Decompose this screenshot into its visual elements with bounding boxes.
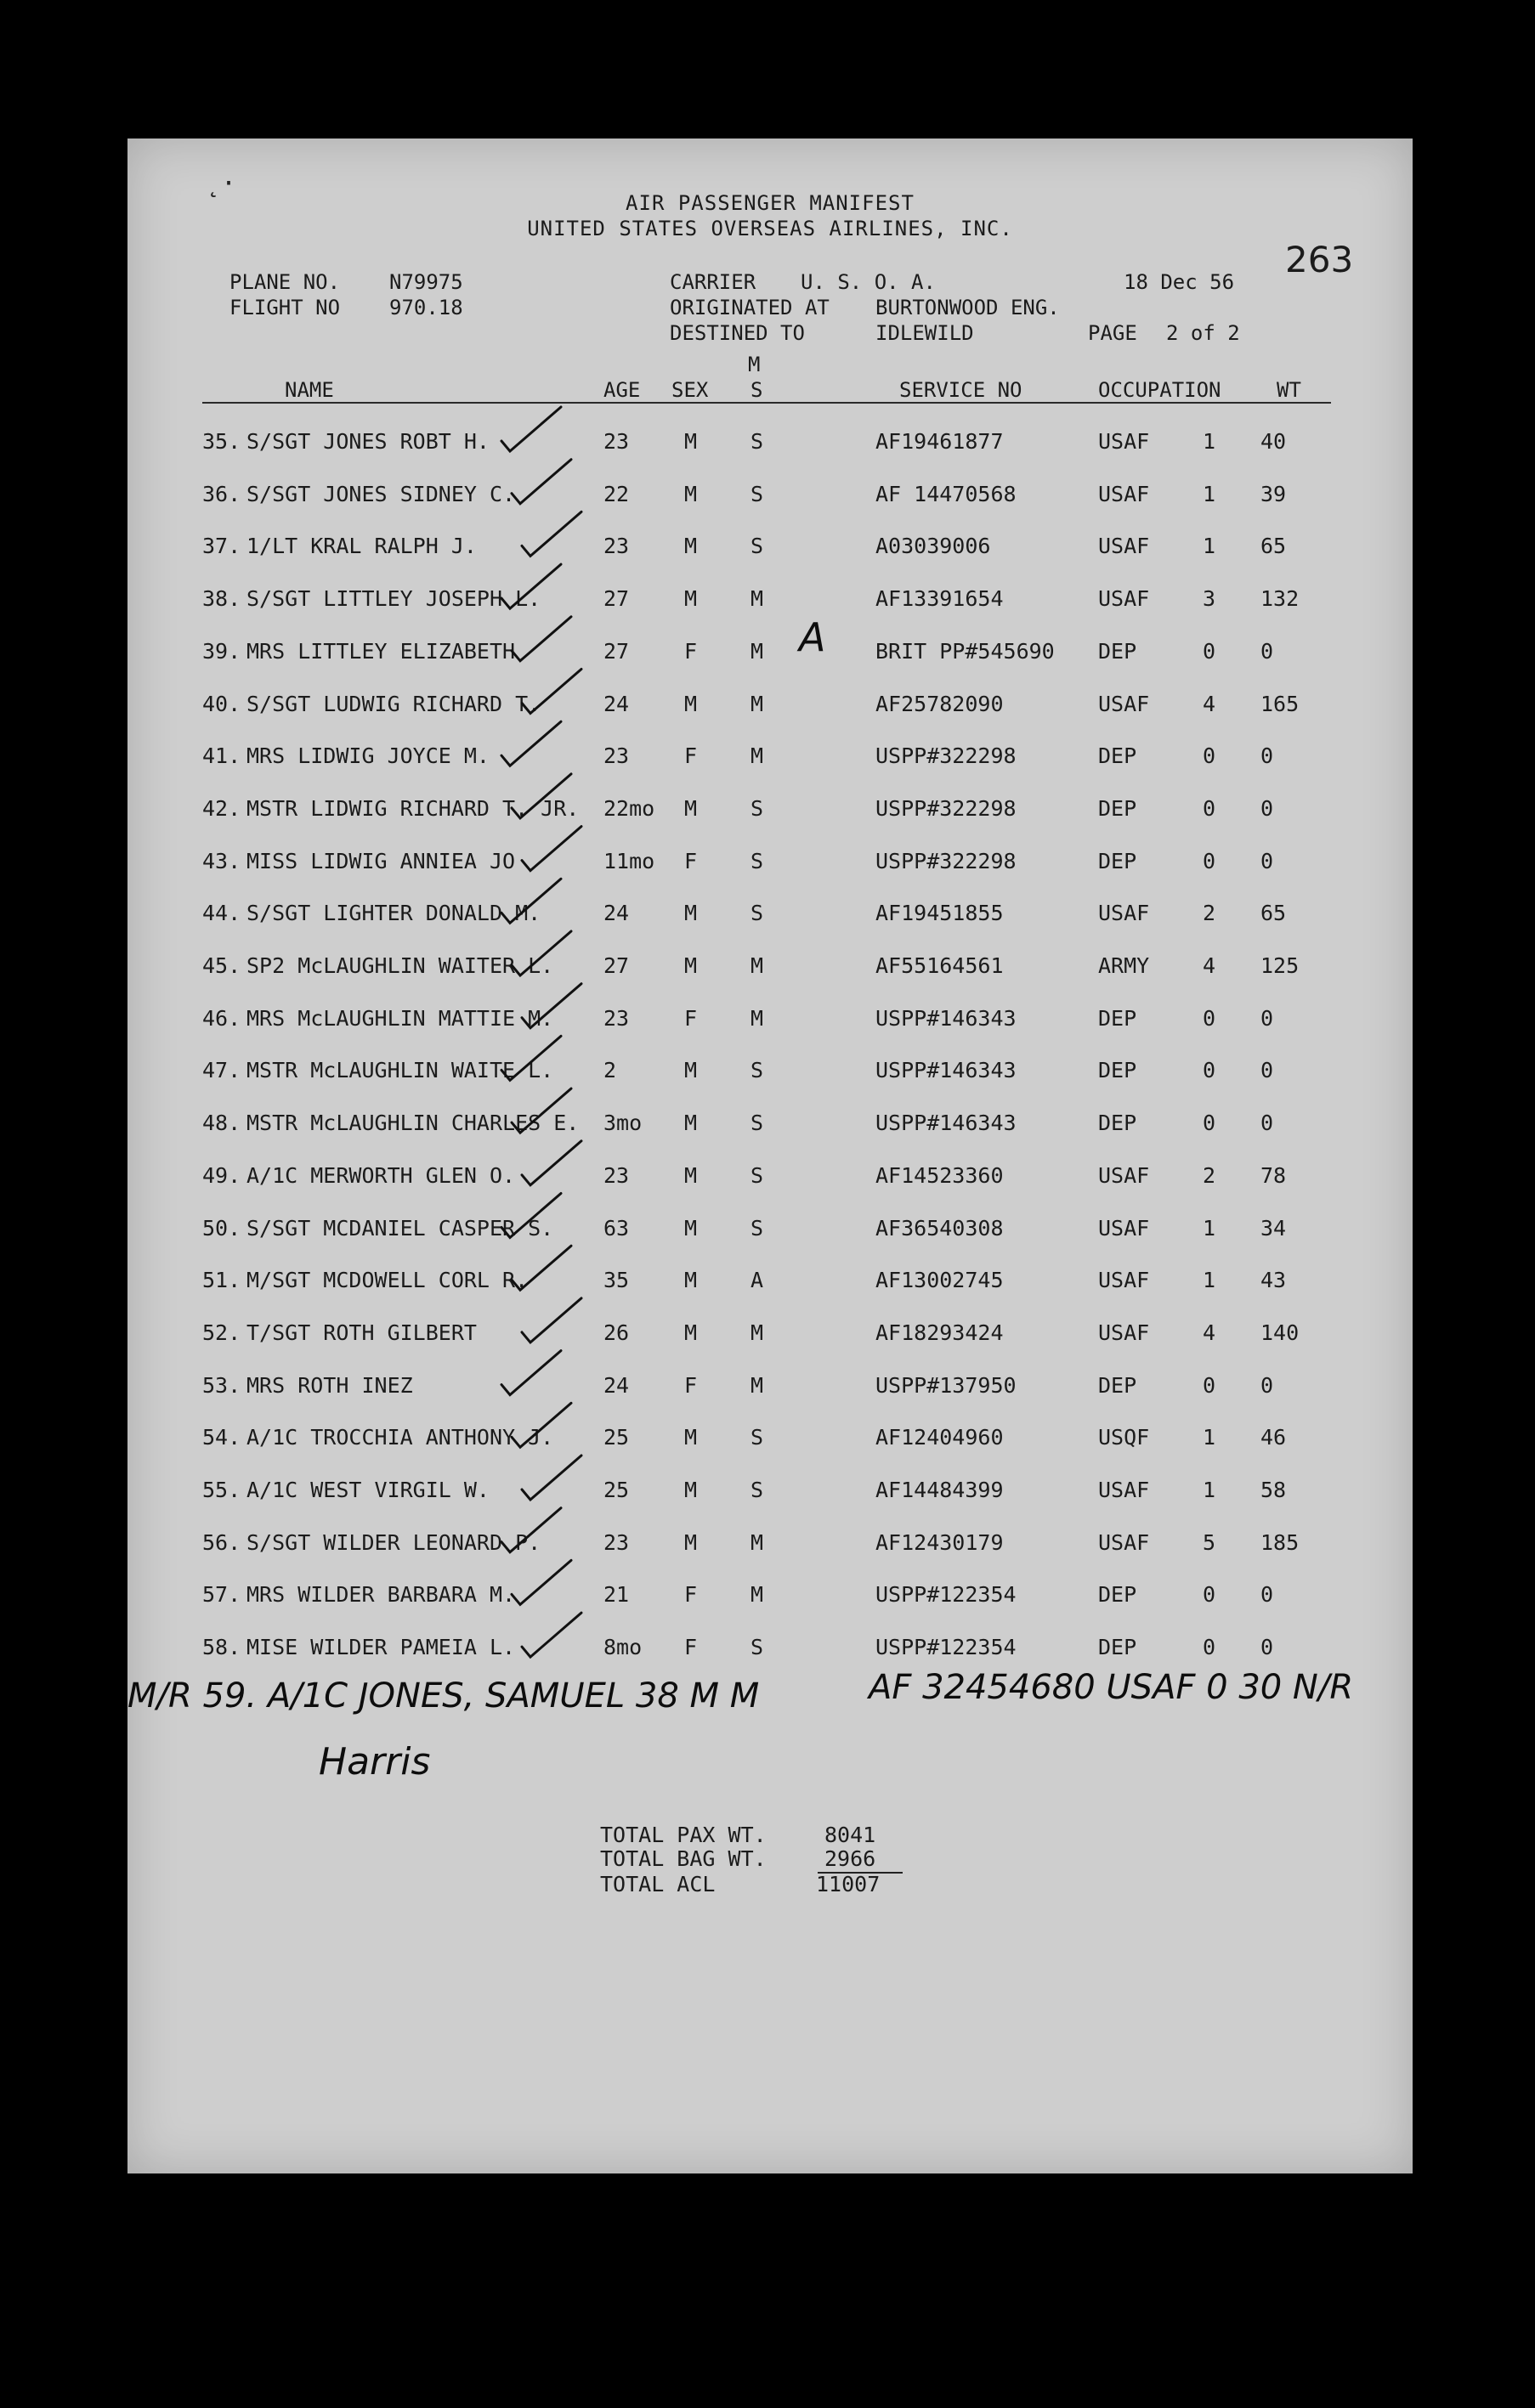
cell-occ: USAF	[1098, 1215, 1150, 1241]
cell-name: MRS ROTH INEZ	[246, 1372, 413, 1398]
plane-label: PLANE NO.	[229, 270, 341, 294]
origin-value: BURTONWOOD ENG.	[875, 296, 1060, 319]
cell-name: MRS LITTLEY ELIZABETH	[246, 638, 516, 664]
cell-age: 23	[603, 743, 630, 769]
title-line-1: AIR PASSENGER MANIFEST	[626, 191, 915, 215]
cell-age: 24	[603, 901, 630, 926]
cell-name: M/SGT MCDOWELL CORL R.	[246, 1268, 529, 1293]
cell-sex: M	[684, 901, 698, 926]
cell-ms: M	[751, 1372, 764, 1398]
cell-ms: S	[751, 1215, 764, 1241]
cell-ms: S	[751, 1425, 764, 1450]
cell-wt: 40	[1260, 429, 1287, 454]
cell-num: 51.	[202, 1268, 241, 1293]
col-occupation: OCCUPATION	[1098, 378, 1221, 402]
destination-label: DESTINED TO	[670, 321, 805, 345]
cell-sex: M	[684, 1162, 698, 1188]
cell-occ: DEP	[1098, 1582, 1137, 1608]
check-mark	[501, 1508, 561, 1552]
cell-occ: USAF	[1098, 586, 1150, 612]
cell-age: 3mo	[603, 1111, 643, 1136]
cell-wt: 0	[1260, 1635, 1274, 1660]
cell-num: 52.	[202, 1320, 241, 1345]
cell-name: MRS LIDWIG JOYCE M.	[246, 743, 490, 769]
check-mark	[512, 774, 571, 818]
cell-ms: S	[751, 1111, 764, 1136]
cell-name: A/1C MERWORTH GLEN O.	[246, 1162, 516, 1188]
ms-column-head-top: M	[748, 353, 761, 376]
cell-age: 24	[603, 1372, 630, 1398]
cell-ms: S	[751, 481, 764, 506]
cell-name: A/1C WEST VIRGIL W.	[246, 1478, 490, 1502]
check-mark	[512, 1560, 571, 1604]
page-label: PAGE	[1088, 321, 1137, 345]
total-pax-label: TOTAL PAX WT.	[600, 1823, 767, 1847]
total-bag-label: TOTAL BAG WT.	[600, 1846, 767, 1871]
cell-occ: DEP	[1098, 795, 1137, 821]
cell-num: 40.	[202, 691, 241, 716]
check-mark	[512, 460, 571, 504]
cell-sex: F	[684, 638, 698, 664]
cell-service: USPP#137950	[875, 1372, 1017, 1398]
cell-wt: 58	[1260, 1478, 1287, 1502]
cell-service: USPP#122354	[875, 1582, 1017, 1608]
cell-cls: 5	[1203, 1529, 1216, 1555]
cell-occ: DEP	[1098, 638, 1137, 664]
cell-num: 36.	[202, 481, 241, 506]
check-mark	[501, 564, 561, 608]
cell-cls: 1	[1203, 1425, 1216, 1450]
cell-sex: M	[684, 586, 698, 612]
cell-age: 25	[603, 1478, 630, 1502]
cell-sex: M	[684, 534, 698, 559]
check-mark	[512, 1246, 571, 1290]
cell-occ: USAF	[1098, 901, 1150, 926]
cell-cls: 0	[1203, 1005, 1216, 1031]
cell-wt: 185	[1260, 1529, 1300, 1555]
cell-occ: DEP	[1098, 1372, 1137, 1398]
check-mark	[501, 407, 561, 451]
cell-num: 43.	[202, 848, 241, 873]
cell-occ: USAF	[1098, 481, 1150, 506]
cell-age: 23	[603, 1529, 630, 1555]
cell-name: S/SGT MCDANIEL CASPER S.	[246, 1215, 554, 1241]
cell-age: 27	[603, 586, 630, 612]
cell-wt: 165	[1260, 691, 1300, 716]
cell-wt: 0	[1260, 1582, 1274, 1608]
flight-label: FLIGHT NO	[229, 296, 341, 319]
cell-num: 35.	[202, 429, 241, 454]
cell-occ: DEP	[1098, 1058, 1137, 1083]
cell-name: MSTR McLAUGHLIN CHARLES E.	[246, 1111, 580, 1136]
cell-num: 56.	[202, 1529, 241, 1555]
cell-name: MRS WILDER BARBARA M.	[246, 1582, 516, 1608]
cell-num: 58.	[202, 1635, 241, 1660]
cell-wt: 0	[1260, 638, 1274, 664]
cell-occ: USAF	[1098, 1529, 1150, 1555]
cell-occ: USQF	[1098, 1425, 1150, 1450]
cell-service: AF13391654	[875, 586, 1004, 612]
cell-service: AF14484399	[875, 1478, 1004, 1502]
cell-age: 27	[603, 953, 630, 978]
cell-num: 54.	[202, 1425, 241, 1450]
cell-num: 48.	[202, 1111, 241, 1136]
cell-service: USPP#322298	[875, 743, 1017, 769]
cell-name: S/SGT LITTLEY JOSEPH L.	[246, 586, 541, 612]
cell-ms: M	[751, 691, 764, 716]
handwritten-mark-39: A	[799, 614, 826, 660]
cell-ms: S	[751, 901, 764, 926]
cell-ms: M	[751, 953, 764, 978]
check-mark	[522, 1141, 581, 1185]
handwritten-signature: Harris	[319, 1740, 431, 1783]
cell-service: A03039006	[875, 534, 991, 559]
cell-num: 44.	[202, 901, 241, 926]
cell-cls: 0	[1203, 638, 1216, 664]
cell-sex: F	[684, 743, 698, 769]
cell-wt: 0	[1260, 848, 1274, 873]
cell-name: 1/LT KRAL RALPH J.	[246, 534, 477, 559]
cell-name: S/SGT JONES ROBT H.	[246, 429, 490, 454]
cell-cls: 0	[1203, 1582, 1216, 1608]
cell-name: MISS LIDWIG ANNIEA JO	[246, 848, 516, 873]
cell-wt: 0	[1260, 1058, 1274, 1083]
cell-num: 50.	[202, 1215, 241, 1241]
cell-occ: DEP	[1098, 1005, 1137, 1031]
cell-name: S/SGT JONES SIDNEY C.	[246, 481, 516, 506]
handwritten-row-59-right: AF 32454680 USAF 0 30 N/R	[869, 1668, 1354, 1707]
cell-num: 38.	[202, 586, 241, 612]
cell-cls: 0	[1203, 795, 1216, 821]
cell-ms: S	[751, 429, 764, 454]
title-line-2: UNITED STATES OVERSEAS AIRLINES, INC.	[527, 217, 1013, 240]
cell-wt: 39	[1260, 481, 1287, 506]
cell-name: T/SGT ROTH GILBERT	[246, 1320, 477, 1345]
cell-sex: M	[684, 1058, 698, 1083]
cell-cls: 0	[1203, 1111, 1216, 1136]
cell-service: AF19461877	[875, 429, 1004, 454]
cell-wt: 132	[1260, 586, 1300, 612]
total-acl-label: TOTAL ACL	[600, 1872, 716, 1896]
check-mark	[501, 879, 561, 923]
cell-age: 25	[603, 1425, 630, 1450]
cell-cls: 4	[1203, 691, 1216, 716]
total-bag-value: 2966	[824, 1846, 876, 1871]
cell-occ: USAF	[1098, 534, 1150, 559]
handwritten-check-marks	[127, 138, 1413, 2173]
cell-name: SP2 McLAUGHLIN WAITER L.	[246, 953, 554, 978]
cell-name: MRS McLAUGHLIN MATTIE M.	[246, 1005, 554, 1031]
destination-value: IDLEWILD	[875, 321, 974, 345]
cell-service: AF14523360	[875, 1162, 1004, 1188]
cell-name: MSTR LIDWIG RICHARD T. JR.	[246, 795, 580, 821]
cell-sex: M	[684, 953, 698, 978]
check-mark	[512, 1403, 571, 1447]
cell-cls: 2	[1203, 901, 1216, 926]
cell-service: USPP#322298	[875, 848, 1017, 873]
cell-wt: 78	[1260, 1162, 1287, 1188]
cell-sex: F	[684, 848, 698, 873]
cell-wt: 65	[1260, 534, 1287, 559]
check-mark	[522, 827, 581, 871]
col-age: AGE	[603, 378, 641, 402]
cell-sex: M	[684, 691, 698, 716]
cell-sex: M	[684, 1215, 698, 1241]
cell-ms: A	[751, 1268, 764, 1293]
cell-num: 42.	[202, 795, 241, 821]
cell-sex: F	[684, 1005, 698, 1031]
cell-sex: M	[684, 1425, 698, 1450]
cell-age: 8mo	[603, 1635, 643, 1660]
total-acl-value: 11007	[816, 1872, 881, 1896]
total-pax-value: 8041	[824, 1823, 876, 1847]
cell-ms: M	[751, 1005, 764, 1031]
plane-number: N79975	[389, 270, 463, 294]
cell-wt: 65	[1260, 901, 1287, 926]
cell-service: AF13002745	[875, 1268, 1004, 1293]
cell-service: BRIT PP#545690	[875, 638, 1055, 664]
cell-wt: 0	[1260, 743, 1274, 769]
handwritten-row-59-left: M/R 59. A/1C JONES, SAMUEL 38 M M	[127, 1676, 760, 1716]
cell-ms: S	[751, 1162, 764, 1188]
cell-num: 46.	[202, 1005, 241, 1031]
cell-cls: 1	[1203, 481, 1216, 506]
cell-num: 53.	[202, 1372, 241, 1398]
cell-cls: 4	[1203, 1320, 1216, 1345]
cell-occ: DEP	[1098, 743, 1137, 769]
cell-sex: M	[684, 1111, 698, 1136]
cell-occ: DEP	[1098, 1111, 1137, 1136]
page-stamp-number: 263	[1285, 239, 1354, 280]
cell-age: 23	[603, 429, 630, 454]
cell-cls: 4	[1203, 953, 1216, 978]
cell-age: 22	[603, 481, 630, 506]
cell-num: 45.	[202, 953, 241, 978]
cell-service: AF55164561	[875, 953, 1004, 978]
cell-service: AF 14470568	[875, 481, 1017, 506]
check-mark	[501, 1351, 561, 1395]
cell-ms: S	[751, 1478, 764, 1502]
cell-ms: M	[751, 638, 764, 664]
check-mark	[522, 1298, 581, 1342]
cell-sex: M	[684, 1478, 698, 1502]
cell-occ: DEP	[1098, 1635, 1137, 1660]
cell-cls: 1	[1203, 1478, 1216, 1502]
check-mark	[522, 1613, 581, 1657]
cell-occ: USAF	[1098, 1162, 1150, 1188]
cell-wt: 0	[1260, 1005, 1274, 1031]
cell-cls: 1	[1203, 1215, 1216, 1241]
cell-ms: S	[751, 1058, 764, 1083]
cell-cls: 0	[1203, 743, 1216, 769]
cell-num: 47.	[202, 1058, 241, 1083]
cell-name: MSTR McLAUGHLIN WAITE L.	[246, 1058, 554, 1083]
check-mark	[522, 1456, 581, 1500]
flight-number: 970.18	[389, 296, 463, 319]
cell-cls: 1	[1203, 429, 1216, 454]
cell-occ: USAF	[1098, 1320, 1150, 1345]
cell-age: 23	[603, 1162, 630, 1188]
cell-cls: 0	[1203, 1058, 1216, 1083]
check-mark	[501, 1194, 561, 1238]
cell-wt: 0	[1260, 1372, 1274, 1398]
cell-wt: 140	[1260, 1320, 1300, 1345]
cell-age: 27	[603, 638, 630, 664]
check-mark	[522, 984, 581, 1028]
check-mark	[512, 617, 571, 661]
cell-age: 23	[603, 534, 630, 559]
check-mark	[501, 1036, 561, 1080]
cell-ms: S	[751, 1635, 764, 1660]
cell-age: 63	[603, 1215, 630, 1241]
cell-ms: M	[751, 743, 764, 769]
page-value: 2 of 2	[1166, 321, 1240, 345]
cell-wt: 34	[1260, 1215, 1287, 1241]
corner-marks: ˛·	[206, 169, 237, 199]
cell-sex: M	[684, 1320, 698, 1345]
cell-cls: 2	[1203, 1162, 1216, 1188]
check-mark	[501, 721, 561, 766]
check-mark	[522, 670, 581, 714]
col-sex: SEX	[671, 378, 709, 402]
manifest-date: 18 Dec 56	[1124, 270, 1235, 294]
cell-service: USPP#322298	[875, 795, 1017, 821]
cell-name: S/SGT LIGHTER DONALD M.	[246, 901, 541, 926]
cell-age: 26	[603, 1320, 630, 1345]
cell-age: 22mo	[603, 795, 655, 821]
cell-name: S/SGT LUDWIG RICHARD T.	[246, 691, 541, 716]
cell-occ: ARMY	[1098, 953, 1150, 978]
cell-sex: M	[684, 481, 698, 506]
cell-name: S/SGT WILDER LEONARD P.	[246, 1529, 541, 1555]
cell-occ: USAF	[1098, 429, 1150, 454]
col-wt: WT	[1277, 378, 1301, 402]
cell-service: USPP#146343	[875, 1058, 1017, 1083]
cell-cls: 3	[1203, 586, 1216, 612]
cell-occ: USAF	[1098, 691, 1150, 716]
cell-sex: F	[684, 1582, 698, 1608]
cell-ms: M	[751, 1320, 764, 1345]
cell-age: 35	[603, 1268, 630, 1293]
cell-name: MISE WILDER PAMEIA L.	[246, 1635, 516, 1660]
cell-service: AF19451855	[875, 901, 1004, 926]
cell-age: 2	[603, 1058, 617, 1083]
cell-ms: S	[751, 848, 764, 873]
carrier-value: U. S. O. A.	[801, 270, 936, 294]
cell-cls: 0	[1203, 848, 1216, 873]
cell-sex: F	[684, 1372, 698, 1398]
cell-service: AF25782090	[875, 691, 1004, 716]
cell-service: AF36540308	[875, 1215, 1004, 1241]
cell-service: AF18293424	[875, 1320, 1004, 1345]
carrier-label: CARRIER	[670, 270, 756, 294]
cell-ms: M	[751, 1582, 764, 1608]
cell-service: USPP#146343	[875, 1005, 1017, 1031]
cell-cls: 1	[1203, 534, 1216, 559]
check-mark	[522, 512, 581, 556]
cell-wt: 0	[1260, 1111, 1274, 1136]
cell-service: AF12404960	[875, 1425, 1004, 1450]
check-mark	[512, 931, 571, 975]
cell-num: 49.	[202, 1162, 241, 1188]
cell-age: 11mo	[603, 848, 655, 873]
cell-num: 55.	[202, 1478, 241, 1502]
cell-ms: S	[751, 534, 764, 559]
cell-service: USPP#122354	[875, 1635, 1017, 1660]
col-service: SERVICE NO	[899, 378, 1022, 402]
check-mark	[512, 1088, 571, 1133]
cell-cls: 0	[1203, 1635, 1216, 1660]
cell-num: 57.	[202, 1582, 241, 1608]
cell-cls: 1	[1203, 1268, 1216, 1293]
cell-sex: F	[684, 1635, 698, 1660]
cell-wt: 0	[1260, 795, 1274, 821]
cell-sex: M	[684, 795, 698, 821]
cell-name: A/1C TROCCHIA ANTHONY J.	[246, 1425, 554, 1450]
cell-wt: 125	[1260, 953, 1300, 978]
cell-occ: USAF	[1098, 1478, 1150, 1502]
cell-wt: 43	[1260, 1268, 1287, 1293]
cell-service: AF12430179	[875, 1529, 1004, 1555]
cell-age: 21	[603, 1582, 630, 1608]
cell-occ: USAF	[1098, 1268, 1150, 1293]
origin-label: ORIGINATED AT	[670, 296, 830, 319]
cell-age: 23	[603, 1005, 630, 1031]
cell-cls: 0	[1203, 1372, 1216, 1398]
cell-service: USPP#146343	[875, 1111, 1017, 1136]
cell-ms: M	[751, 586, 764, 612]
cell-ms: M	[751, 1529, 764, 1555]
cell-sex: M	[684, 1529, 698, 1555]
cell-num: 39.	[202, 638, 241, 664]
cell-wt: 46	[1260, 1425, 1287, 1450]
cell-sex: M	[684, 1268, 698, 1293]
cell-ms: S	[751, 795, 764, 821]
col-name: NAME	[285, 378, 334, 402]
cell-num: 41.	[202, 743, 241, 769]
cell-num: 37.	[202, 534, 241, 559]
manifest-sheet	[127, 138, 1413, 2173]
cell-age: 24	[603, 691, 630, 716]
cell-sex: M	[684, 429, 698, 454]
col-ms: S	[751, 378, 763, 402]
cell-occ: DEP	[1098, 848, 1137, 873]
